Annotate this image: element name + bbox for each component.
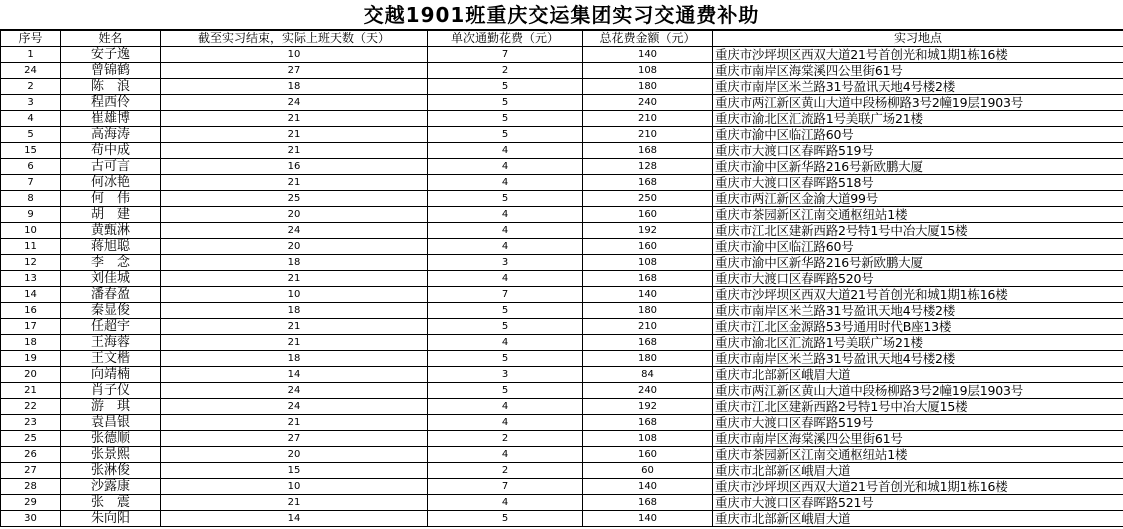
cell-cost[interactable]: 7 <box>428 47 583 63</box>
cell-location[interactable]: 重庆市沙坪坝区西双大道21号首创光和城1期1栋16楼 <box>713 479 1123 495</box>
table-row <box>1 447 1123 463</box>
cell-cost[interactable]: 4 <box>428 207 583 223</box>
cell-cost[interactable]: 4 <box>428 495 583 511</box>
cell-total[interactable]: 160 <box>583 207 713 223</box>
cell-days[interactable]: 24 <box>161 399 428 415</box>
cell-no[interactable]: 7 <box>1 175 61 191</box>
cell-days[interactable]: 21 <box>161 495 428 511</box>
cell-total[interactable]: 108 <box>583 63 713 79</box>
cell-name[interactable]: 王海蓉 <box>61 335 161 351</box>
cell-name[interactable]: 陈 浪 <box>61 79 161 95</box>
cell-total[interactable]: 180 <box>583 351 713 367</box>
cell-no[interactable]: 13 <box>1 271 61 287</box>
cell-days[interactable]: 18 <box>161 351 428 367</box>
table-row <box>1 383 1123 399</box>
header-location[interactable]: 实习地点 <box>713 31 1123 47</box>
cell-no[interactable]: 11 <box>1 239 61 255</box>
cell-no[interactable]: 5 <box>1 127 61 143</box>
table-row <box>1 191 1123 207</box>
cell-days[interactable]: 14 <box>161 367 428 383</box>
header-total[interactable]: 总花费金额（元） <box>583 31 713 47</box>
cell-location[interactable]: 重庆市两江新区黄山大道中段杨柳路3号2幢19层1903号 <box>713 95 1123 111</box>
cell-total[interactable]: 180 <box>583 79 713 95</box>
cell-cost[interactable]: 5 <box>428 303 583 319</box>
table-row <box>1 239 1123 255</box>
cell-cost[interactable]: 7 <box>428 287 583 303</box>
cell-name[interactable]: 蒋旭聪 <box>61 239 161 255</box>
cell-total[interactable]: 168 <box>583 271 713 287</box>
cell-name[interactable]: 潘春盈 <box>61 287 161 303</box>
cell-days[interactable]: 10 <box>161 479 428 495</box>
cell-no[interactable]: 15 <box>1 143 61 159</box>
cell-days[interactable]: 21 <box>161 319 428 335</box>
cell-location[interactable]: 重庆市大渡口区春晖路518号 <box>713 175 1123 191</box>
cell-location[interactable]: 重庆市南岸区海棠溪四公里街61号 <box>713 431 1123 447</box>
cell-total[interactable]: 168 <box>583 415 713 431</box>
cell-location[interactable]: 重庆市渝北区汇流路1号美联广场21楼 <box>713 335 1123 351</box>
cell-name[interactable]: 沙露康 <box>61 479 161 495</box>
table-row <box>1 511 1123 527</box>
cell-no[interactable]: 9 <box>1 207 61 223</box>
table-row <box>1 47 1123 63</box>
cell-no[interactable]: 19 <box>1 351 61 367</box>
cell-name[interactable]: 曾锦鹤 <box>61 63 161 79</box>
cell-cost[interactable]: 3 <box>428 255 583 271</box>
cell-location[interactable]: 重庆市北部新区峨眉大道 <box>713 511 1123 527</box>
cell-name[interactable]: 秦显俊 <box>61 303 161 319</box>
cell-location[interactable]: 重庆市两江新区黄山大道中段杨柳路3号2幢19层1903号 <box>713 383 1123 399</box>
cell-total[interactable]: 60 <box>583 463 713 479</box>
cell-days[interactable]: 27 <box>161 431 428 447</box>
cell-cost[interactable]: 5 <box>428 127 583 143</box>
cell-location[interactable]: 重庆市江北区建新西路2号特1号中冶大厦15楼 <box>713 399 1123 415</box>
cell-total[interactable]: 240 <box>583 95 713 111</box>
table-row <box>1 351 1123 367</box>
cell-days[interactable]: 25 <box>161 191 428 207</box>
cell-total[interactable]: 128 <box>583 159 713 175</box>
table-row <box>1 79 1123 95</box>
table-row <box>1 319 1123 335</box>
cell-cost[interactable]: 5 <box>428 319 583 335</box>
cell-cost[interactable]: 4 <box>428 239 583 255</box>
cell-days[interactable]: 24 <box>161 223 428 239</box>
cell-location[interactable]: 重庆市两江新区金渝大道99号 <box>713 191 1123 207</box>
cell-name[interactable]: 何 伟 <box>61 191 161 207</box>
cell-total[interactable]: 210 <box>583 127 713 143</box>
cell-cost[interactable]: 4 <box>428 159 583 175</box>
cell-total[interactable]: 140 <box>583 287 713 303</box>
cell-no[interactable]: 10 <box>1 223 61 239</box>
cell-total[interactable]: 84 <box>583 367 713 383</box>
cell-no[interactable]: 1 <box>1 47 61 63</box>
cell-no[interactable]: 25 <box>1 431 61 447</box>
cell-location[interactable]: 重庆市南岸区米兰路31号盈讯天地4号楼2楼 <box>713 303 1123 319</box>
cell-total[interactable]: 108 <box>583 431 713 447</box>
cell-name[interactable]: 安子逸 <box>61 47 161 63</box>
cell-location[interactable]: 重庆市茶园新区江南交通枢纽站1楼 <box>713 207 1123 223</box>
table-row <box>1 367 1123 383</box>
cell-location[interactable]: 重庆市渝中区临江路60号 <box>713 127 1123 143</box>
cell-total[interactable]: 180 <box>583 303 713 319</box>
cell-name[interactable]: 向靖楠 <box>61 367 161 383</box>
cell-location[interactable]: 重庆市沙坪坝区西双大道21号首创光和城1期1栋16楼 <box>713 47 1123 63</box>
cell-no[interactable]: 17 <box>1 319 61 335</box>
cell-cost[interactable]: 2 <box>428 463 583 479</box>
table-row <box>1 255 1123 271</box>
cell-name[interactable]: 袁昌银 <box>61 415 161 431</box>
cell-total[interactable]: 140 <box>583 511 713 527</box>
cell-cost[interactable]: 4 <box>428 271 583 287</box>
cell-days[interactable]: 21 <box>161 335 428 351</box>
cell-name[interactable]: 崔雄博 <box>61 111 161 127</box>
table-row <box>1 63 1123 79</box>
cell-no[interactable]: 24 <box>1 63 61 79</box>
cell-no[interactable]: 3 <box>1 95 61 111</box>
cell-cost[interactable]: 2 <box>428 63 583 79</box>
cell-cost[interactable]: 5 <box>428 351 583 367</box>
cell-no[interactable]: 27 <box>1 463 61 479</box>
cell-days[interactable]: 21 <box>161 175 428 191</box>
cell-location[interactable]: 重庆市大渡口区春晖路519号 <box>713 143 1123 159</box>
table-row <box>1 399 1123 415</box>
cell-cost[interactable]: 2 <box>428 431 583 447</box>
cell-total[interactable]: 168 <box>583 495 713 511</box>
cell-location[interactable]: 重庆市渝中区临江路60号 <box>713 239 1123 255</box>
cell-days[interactable]: 14 <box>161 511 428 527</box>
cell-name[interactable]: 李 念 <box>61 255 161 271</box>
cell-days[interactable]: 20 <box>161 447 428 463</box>
cell-days[interactable]: 15 <box>161 463 428 479</box>
table-row <box>1 463 1123 479</box>
cell-cost[interactable]: 4 <box>428 335 583 351</box>
cell-location[interactable]: 重庆市渝中区新华路216号新欧鹏大厦 <box>713 255 1123 271</box>
table-row <box>1 111 1123 127</box>
cell-name[interactable]: 古可言 <box>61 159 161 175</box>
cell-days[interactable]: 24 <box>161 383 428 399</box>
cell-location[interactable]: 重庆市北部新区峨眉大道 <box>713 367 1123 383</box>
cell-no[interactable]: 22 <box>1 399 61 415</box>
table-row <box>1 223 1123 239</box>
cell-no[interactable]: 4 <box>1 111 61 127</box>
cell-days[interactable]: 20 <box>161 207 428 223</box>
cell-total[interactable]: 168 <box>583 335 713 351</box>
cell-no[interactable]: 18 <box>1 335 61 351</box>
table-row <box>1 175 1123 191</box>
cell-no[interactable]: 8 <box>1 191 61 207</box>
cell-days[interactable]: 27 <box>161 63 428 79</box>
cell-total[interactable]: 210 <box>583 319 713 335</box>
cell-no[interactable]: 12 <box>1 255 61 271</box>
cell-location[interactable]: 重庆市大渡口区春晖路520号 <box>713 271 1123 287</box>
header-cost[interactable]: 单次通勤花费（元） <box>428 31 583 47</box>
table-body <box>1 47 1123 527</box>
cell-name[interactable]: 张淋俊 <box>61 463 161 479</box>
sheet-title: 交越1901班重庆交运集团实习交通费补助 <box>0 0 1123 30</box>
header-name[interactable]: 姓名 <box>61 31 161 47</box>
cell-cost[interactable]: 4 <box>428 415 583 431</box>
cell-cost[interactable]: 5 <box>428 511 583 527</box>
cell-total[interactable]: 160 <box>583 447 713 463</box>
cell-name[interactable]: 张德顺 <box>61 431 161 447</box>
cell-days[interactable]: 16 <box>161 159 428 175</box>
cell-cost[interactable]: 5 <box>428 383 583 399</box>
cell-total[interactable]: 140 <box>583 47 713 63</box>
cell-days[interactable]: 18 <box>161 303 428 319</box>
cell-name[interactable]: 张 震 <box>61 495 161 511</box>
cell-cost[interactable]: 4 <box>428 223 583 239</box>
cell-days[interactable]: 18 <box>161 79 428 95</box>
cell-location[interactable]: 重庆市江北区建新西路2号特1号中冶大厦15楼 <box>713 223 1123 239</box>
cell-cost[interactable]: 4 <box>428 399 583 415</box>
cell-total[interactable]: 192 <box>583 399 713 415</box>
cell-location[interactable]: 重庆市江北区金源路53号通用时代B座13楼 <box>713 319 1123 335</box>
cell-cost[interactable]: 4 <box>428 175 583 191</box>
table-row <box>1 127 1123 143</box>
cell-name[interactable]: 高海涛 <box>61 127 161 143</box>
cell-cost[interactable]: 5 <box>428 191 583 207</box>
table-row <box>1 207 1123 223</box>
cell-total[interactable]: 192 <box>583 223 713 239</box>
cell-no[interactable]: 21 <box>1 383 61 399</box>
cell-location[interactable]: 重庆市大渡口区春晖路519号 <box>713 415 1123 431</box>
table-row <box>1 415 1123 431</box>
table-row <box>1 431 1123 447</box>
cell-total[interactable]: 168 <box>583 143 713 159</box>
cell-days[interactable]: 10 <box>161 287 428 303</box>
table-row <box>1 303 1123 319</box>
cell-days[interactable]: 18 <box>161 255 428 271</box>
cell-no[interactable]: 20 <box>1 367 61 383</box>
cell-total[interactable]: 250 <box>583 191 713 207</box>
cell-no[interactable]: 2 <box>1 79 61 95</box>
cell-days[interactable]: 10 <box>161 47 428 63</box>
cell-no[interactable]: 29 <box>1 495 61 511</box>
cell-cost[interactable]: 5 <box>428 111 583 127</box>
cell-location[interactable]: 重庆市南岸区米兰路31号盈讯天地4号楼2楼 <box>713 79 1123 95</box>
cell-name[interactable]: 黄甄淋 <box>61 223 161 239</box>
cell-days[interactable]: 21 <box>161 415 428 431</box>
cell-name[interactable]: 何冰艳 <box>61 175 161 191</box>
cell-location[interactable]: 重庆市渝中区新华路216号新欧鹏大厦 <box>713 159 1123 175</box>
table-row <box>1 143 1123 159</box>
table-row <box>1 95 1123 111</box>
cell-name[interactable]: 王文楷 <box>61 351 161 367</box>
cell-no[interactable]: 26 <box>1 447 61 463</box>
table-row <box>1 479 1123 495</box>
cell-cost[interactable]: 7 <box>428 479 583 495</box>
cell-no[interactable]: 28 <box>1 479 61 495</box>
table-row <box>1 271 1123 287</box>
cell-name[interactable]: 任超宇 <box>61 319 161 335</box>
cell-location[interactable]: 重庆市茶园新区江南交通枢纽站1楼 <box>713 447 1123 463</box>
cell-location[interactable]: 重庆市北部新区峨眉大道 <box>713 463 1123 479</box>
cell-total[interactable]: 210 <box>583 111 713 127</box>
header-no[interactable]: 序号 <box>1 31 61 47</box>
cell-total[interactable]: 240 <box>583 383 713 399</box>
cell-name[interactable]: 刘佳城 <box>61 271 161 287</box>
cell-cost[interactable]: 5 <box>428 79 583 95</box>
cell-location[interactable]: 重庆市大渡口区春晖路521号 <box>713 495 1123 511</box>
cell-cost[interactable]: 4 <box>428 447 583 463</box>
cell-cost[interactable]: 4 <box>428 143 583 159</box>
cell-days[interactable]: 24 <box>161 95 428 111</box>
cell-days[interactable]: 21 <box>161 127 428 143</box>
cell-name[interactable]: 肖子仪 <box>61 383 161 399</box>
cell-name[interactable]: 苟中成 <box>61 143 161 159</box>
cell-total[interactable]: 168 <box>583 175 713 191</box>
cell-name[interactable]: 胡 建 <box>61 207 161 223</box>
cell-cost[interactable]: 5 <box>428 95 583 111</box>
cell-name[interactable]: 程西伶 <box>61 95 161 111</box>
cell-days[interactable]: 21 <box>161 271 428 287</box>
subsidy-table <box>0 30 1123 527</box>
table-row <box>1 159 1123 175</box>
table-row <box>1 495 1123 511</box>
cell-location[interactable]: 重庆市沙坪坝区西双大道21号首创光和城1期1栋16楼 <box>713 287 1123 303</box>
cell-no[interactable]: 23 <box>1 415 61 431</box>
header-days[interactable]: 截至实习结束，实际上班天数（天） <box>161 31 428 47</box>
cell-location[interactable]: 重庆市南岸区米兰路31号盈讯天地4号楼2楼 <box>713 351 1123 367</box>
cell-days[interactable]: 21 <box>161 111 428 127</box>
header-row <box>1 31 1123 47</box>
cell-total[interactable]: 160 <box>583 239 713 255</box>
cell-location[interactable]: 重庆市南岸区海棠溪四公里街61号 <box>713 63 1123 79</box>
cell-total[interactable]: 108 <box>583 255 713 271</box>
cell-no[interactable]: 30 <box>1 511 61 527</box>
cell-cost[interactable]: 3 <box>428 367 583 383</box>
cell-name[interactable]: 朱向阳 <box>61 511 161 527</box>
table-row <box>1 287 1123 303</box>
cell-no[interactable]: 16 <box>1 303 61 319</box>
table-row <box>1 335 1123 351</box>
cell-location[interactable]: 重庆市渝北区汇流路1号美联广场21楼 <box>713 111 1123 127</box>
cell-total[interactable]: 140 <box>583 479 713 495</box>
cell-days[interactable]: 21 <box>161 143 428 159</box>
cell-name[interactable]: 游 琪 <box>61 399 161 415</box>
cell-no[interactable]: 6 <box>1 159 61 175</box>
cell-days[interactable]: 20 <box>161 239 428 255</box>
cell-name[interactable]: 张景熙 <box>61 447 161 463</box>
cell-no[interactable]: 14 <box>1 287 61 303</box>
